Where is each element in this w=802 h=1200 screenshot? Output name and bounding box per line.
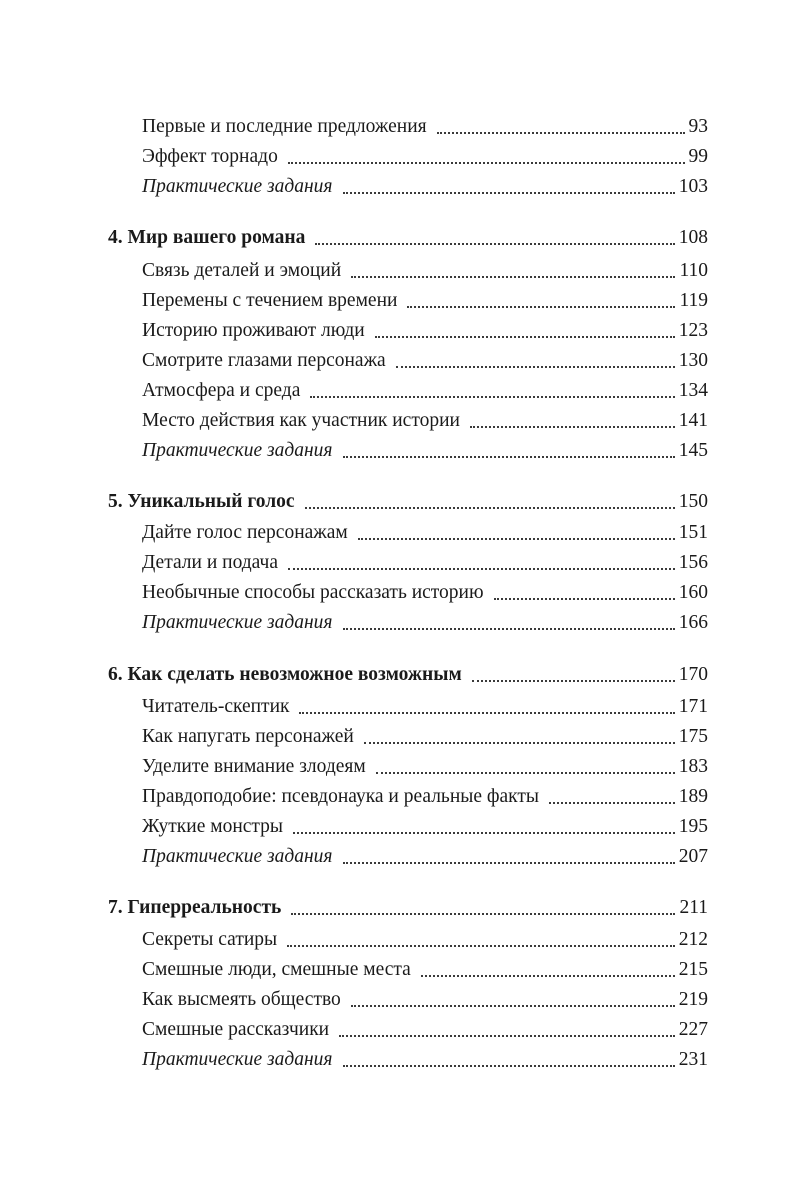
dot-leader (364, 742, 675, 744)
dot-leader (437, 132, 685, 134)
toc-chapter-entry (0, 487, 802, 517)
toc-section-entry (0, 722, 802, 752)
dot-leader (494, 598, 675, 600)
toc-entry-title: Смотрите глазами персонажа (142, 350, 386, 371)
toc-entry-title: Уделите внимание злодеям (142, 756, 366, 777)
toc-section-entry (0, 782, 802, 812)
toc-section-entry (0, 548, 802, 578)
dot-leader (343, 862, 675, 864)
toc-entry-title: Первые и последние предложения (142, 116, 427, 137)
toc-entry-title: Как напугать персонажей (142, 726, 354, 747)
toc-section-entry (0, 692, 802, 722)
dot-leader (305, 507, 675, 509)
toc-entry-title: Жуткие монстры (142, 816, 284, 837)
toc-section-entry (0, 985, 802, 1015)
dot-leader (315, 243, 675, 245)
toc-section-entry (0, 752, 802, 782)
toc-section-entry (0, 316, 802, 346)
toc-entry-page-number: 103 (678, 176, 708, 197)
dot-leader (376, 772, 675, 774)
toc-chapter-entry (0, 223, 802, 253)
dot-leader (343, 1065, 675, 1067)
toc-entry-title: Практические задания (142, 1049, 333, 1070)
dot-leader (407, 306, 675, 308)
toc-entry-page-number: 151 (678, 522, 708, 543)
toc-entry-title: Правдоподобие: псевдонаука и реальные факты (142, 786, 540, 807)
dot-leader (358, 538, 675, 540)
toc-entry-title: Смешные люди, смешные места (142, 959, 411, 980)
dot-leader (351, 276, 675, 278)
toc-entry-title: Историю проживают люди (142, 320, 365, 341)
toc-entry-page-number: 156 (678, 552, 708, 573)
toc-section-entry (0, 112, 802, 142)
toc-entry-title: Практические задания (142, 846, 333, 867)
toc-entry-page-number: 227 (678, 1019, 708, 1040)
dot-leader (549, 802, 675, 804)
toc-section-entry (0, 142, 802, 172)
toc-entry-title: Как высмеять общество (142, 989, 341, 1010)
toc-entry-page-number: 134 (678, 380, 708, 401)
dot-leader (375, 336, 675, 338)
toc-entry-page-number: 108 (678, 227, 708, 248)
toc-entry-page-number: 150 (678, 491, 708, 512)
toc-entry-page-number: 183 (678, 756, 708, 777)
dot-leader (293, 832, 675, 834)
dot-leader (287, 945, 675, 947)
toc-entry-page-number: 175 (678, 726, 708, 747)
toc-entry-title: 4. Мир вашего романа (108, 227, 306, 248)
toc-section-entry (0, 578, 802, 608)
toc-entry-page-number: 160 (678, 582, 708, 603)
toc-section-entry (0, 256, 802, 286)
toc-entry-page-number: 231 (678, 1049, 708, 1070)
toc-entry-title: Секреты сатиры (142, 929, 278, 950)
dot-leader (339, 1035, 675, 1037)
toc-entry-page-number: 219 (678, 989, 708, 1010)
toc-entry-title: Детали и подача (142, 552, 279, 573)
toc-practice-entry (0, 172, 802, 202)
dot-leader (343, 192, 675, 194)
toc-entry-title: Практические задания (142, 612, 333, 633)
toc-chapter-entry (0, 660, 802, 690)
dot-leader (288, 162, 685, 164)
toc-entry-page-number: 207 (678, 846, 708, 867)
toc-entry-title: 6. Как сделать невозможное возможным (108, 664, 462, 685)
dot-leader (421, 975, 675, 977)
toc-section-entry (0, 925, 802, 955)
toc-section-entry (0, 376, 802, 406)
toc-section-entry (0, 406, 802, 436)
dot-leader (310, 396, 675, 398)
toc-entry-page-number: 171 (678, 696, 708, 717)
toc-entry-page-number: 123 (678, 320, 708, 341)
toc-entry-page-number: 212 (678, 929, 708, 950)
toc-entry-page-number: 166 (678, 612, 708, 633)
toc-entry-page-number: 195 (678, 816, 708, 837)
toc-entry-title: Практические задания (142, 176, 333, 197)
toc-section-entry (0, 1015, 802, 1045)
toc-section-entry (0, 286, 802, 316)
toc-entry-title: 7. Гиперреальность (108, 897, 282, 918)
dot-leader (291, 913, 675, 915)
toc-entry-page-number: 130 (678, 350, 708, 371)
toc-entry-title: Эффект торнадо (142, 146, 278, 167)
toc-entry-page-number: 145 (678, 440, 708, 461)
toc-entry-page-number: 189 (678, 786, 708, 807)
toc-section-entry (0, 518, 802, 548)
toc-entry-page-number: 141 (678, 410, 708, 431)
toc-entry-title: 5. Уникальный голос (108, 491, 295, 512)
toc-entry-title: Дайте голос персонажам (142, 522, 348, 543)
toc-entry-page-number: 110 (679, 260, 708, 281)
toc-entry-page-number: 215 (678, 959, 708, 980)
dot-leader (343, 456, 675, 458)
toc-entry-page-number: 99 (688, 146, 708, 167)
toc-entry-title: Необычные способы рассказать историю (142, 582, 484, 603)
toc-practice-entry (0, 1045, 802, 1075)
dot-leader (351, 1005, 675, 1007)
dot-leader (470, 426, 675, 428)
dot-leader (299, 712, 675, 714)
toc-entry-title: Практические задания (142, 440, 333, 461)
toc-entry-title: Перемены с течением времени (142, 290, 398, 311)
toc-entry-title: Смешные рассказчики (142, 1019, 330, 1040)
dot-leader (288, 568, 675, 570)
toc-section-entry (0, 812, 802, 842)
dot-leader (396, 366, 675, 368)
toc-chapter-entry (0, 893, 802, 923)
toc-entry-page-number: 170 (678, 664, 708, 685)
toc-practice-entry (0, 608, 802, 638)
toc-entry-title: Связь деталей и эмоций (142, 260, 342, 281)
dot-leader (343, 628, 675, 630)
toc-entry-page-number: 93 (688, 116, 708, 137)
toc-section-entry (0, 346, 802, 376)
toc-section-entry (0, 955, 802, 985)
toc-entry-title: Читатель-скептик (142, 696, 290, 717)
dot-leader (472, 680, 675, 682)
toc-practice-entry (0, 842, 802, 872)
toc-entry-page-number: 119 (679, 290, 708, 311)
toc-practice-entry (0, 436, 802, 466)
toc-entry-title: Атмосфера и среда (142, 380, 301, 401)
toc-entry-title: Место действия как участник истории (142, 410, 460, 431)
toc-entry-page-number: 211 (679, 897, 708, 918)
